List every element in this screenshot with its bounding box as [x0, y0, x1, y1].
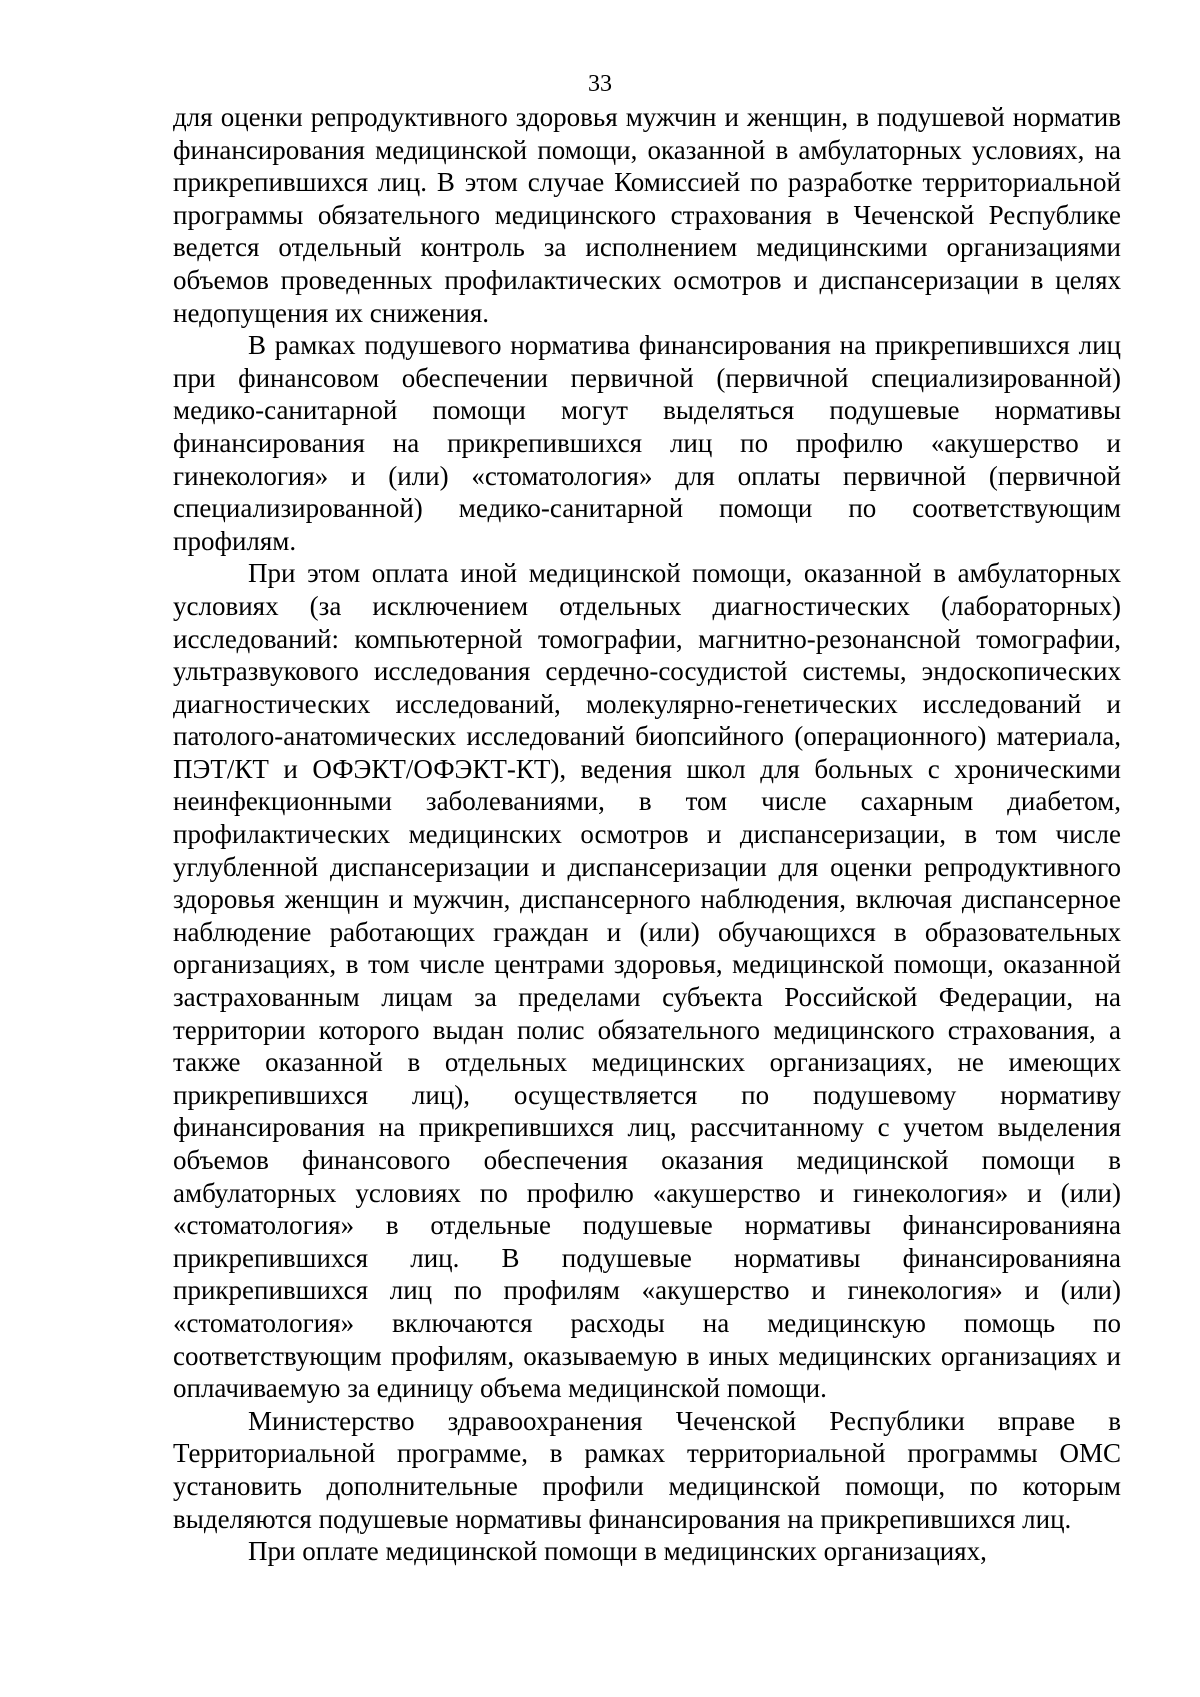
- paragraph-continuation: для оценки репродуктивного здоровья мужчин и женщин, в подушевой норматив финансирования медицинской помощи, оказанной в амбулаторных условиях, на прикрепившихся лиц. В этом случае Комиссией по разработке территориальной программы обязательного медицинского страхования в Чеченской Республике ведется отдельный контроль за исполнением медицинскими организациями объемов проведенных профилактических осмотров и диспансеризации в целях недопущения их снижения.: [173, 102, 1121, 328]
- document-body: [173, 101, 1121, 1568]
- paragraph: В рамках подушевого норматива финансирования на прикрепившихся лиц при финансовом обеспечении первичной (первичной специализированной) медико-санитарной помощи могут выделяться подушевые нормативы финансирования на прикрепившихся лиц по профилю «акушерство и гинекология» и (или) «стоматология» для оплаты первичной (первичной специализированной) медико-санитарной помощи по соответствующим профилям.: [173, 330, 1121, 556]
- page-number: 33: [588, 71, 612, 97]
- paragraph: При оплате медицинской помощи в медицинских организациях,: [248, 1536, 987, 1567]
- paragraph: При этом оплата иной медицинской помощи, оказанной в амбулаторных условиях (за исключением отдельных диагностических (лабораторных) исследований: компьютерной томографии, магнитно-резонансной томографии, ультразвукового исследования сердечно-сосудистой системы, эндоскопических диагностических исследований, молекулярно-генетических исследований и патолого-анатомических исследований биопсийного (операционного) материала, ПЭТ/КТ и ОФЭКТ/ОФЭКТ-КТ), ведения школ для больных с хроническими неинфекционными заболеваниями, в том числе сахарным диабетом, профилактических медицинских осмотров и диспансеризации, в том числе углубленной диспансеризации и диспансеризации для оценки репродуктивного здоровья женщин и мужчин, диспансерного наблюдения, включая диспансерное наблюдение работающих граждан и (или) обучающихся в образовательных организациях, в том числе центрами здоровья, медицинской помощи, оказанной застрахованным лицам за пределами субъекта Российской Федерации, на территории которого выдан полис обязательного медицинского страхования, а также оказанной в отдельных медицинских организациях, не имеющих прикрепившихся лиц), осуществляется по подушевому нормативу финансирования на прикрепившихся лиц, рассчитанному с учетом выделения объемов финансового обеспечения оказания медицинской помощи в амбулаторных условиях по профилю «акушерство и гинекология» и (или) «стоматология» в отдельные подушевые нормативы финансированияна прикрепившихся лиц. В подушевые нормативы финансированияна прикрепившихся лиц по профилям «акушерство и гинекология» и (или) «стоматология» включаются расходы на медицинскую помощь по соответствующим профилям, оказываемую в иных медицинских организациях и оплачиваемую за единицу объема медицинской помощи.: [173, 558, 1121, 1404]
- paragraph: Министерство здравоохранения Чеченской Республики вправе в Территориальной программе, в рамках территориальной программы ОМС установить дополнительные профили медицинской помощи, по которым выделяются подушевые нормативы финансирования на прикрепившихся лиц.: [173, 1405, 1121, 1534]
